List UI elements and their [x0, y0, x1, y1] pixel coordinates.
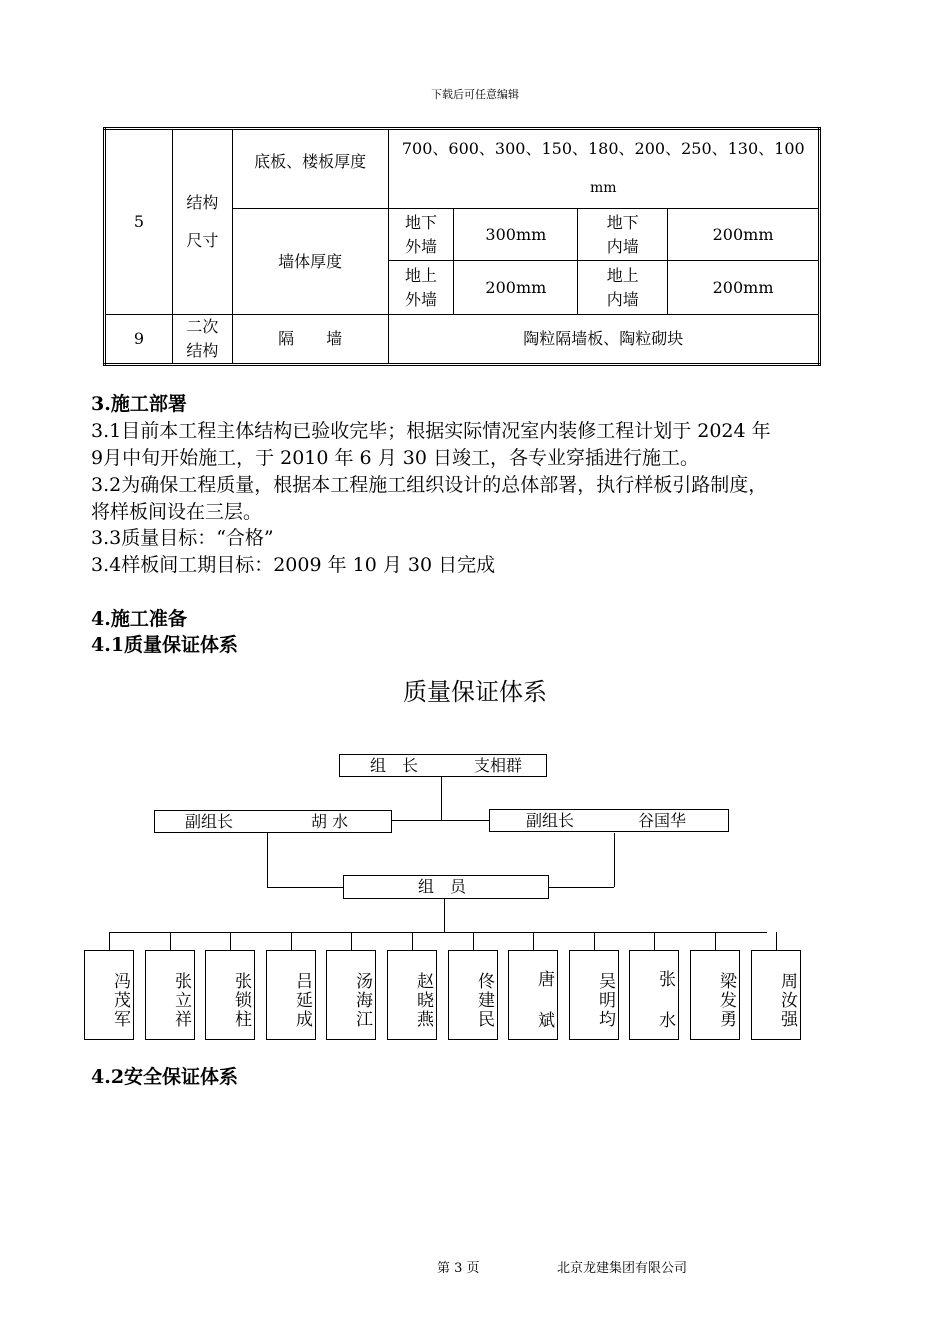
subsection-4-1: 4.1质量保证体系	[91, 634, 239, 656]
category-line1: 结构	[186, 193, 219, 212]
category-line1: 二次	[186, 317, 219, 336]
category-cell	[172, 129, 232, 315]
ag-int-label	[578, 261, 668, 315]
member-box: 佟建民	[448, 950, 498, 1040]
member-box: 汤海江	[326, 950, 376, 1040]
connector-line	[351, 932, 352, 950]
para-3-2-line2: 将样板间设在三层。	[91, 501, 263, 523]
slab-value-line2: mm	[589, 180, 617, 196]
connector-line	[291, 932, 292, 950]
member-box: 吕延成	[266, 950, 316, 1040]
para-3-2-line1: 3.2为确保工程质量，根据本工程施工组织设计的总体部署，执行样板引路制度，	[91, 474, 768, 496]
connector-line	[267, 887, 343, 888]
footer-page: 第 3 页	[437, 1261, 480, 1276]
leader-box	[339, 754, 547, 777]
connector-line	[776, 932, 777, 950]
connector-line	[614, 833, 615, 887]
deputy-name: 谷国华	[638, 811, 687, 830]
connector-line	[594, 932, 595, 950]
ag-ext-l1: 地上	[404, 265, 437, 285]
wall-label: 墙体厚度	[232, 209, 388, 315]
connector-line	[473, 932, 474, 950]
members-label: 组 员	[418, 877, 467, 896]
connector-line	[392, 820, 489, 821]
partition-label: 隔 墙	[232, 315, 388, 365]
para-3-1-line2: 9月中旬开始施工，于 2010 年 6 月 30 日竣工，各专业穿插进行施工。	[91, 447, 699, 469]
row-index: 5	[105, 129, 173, 315]
ug-int-label	[578, 209, 668, 261]
deputy-box	[489, 809, 729, 832]
connector-line	[412, 932, 413, 950]
deputy-role: 副组长	[185, 812, 234, 831]
ug-ext-label	[388, 209, 454, 261]
ug-int-l1: 地下	[606, 212, 639, 232]
slab-value-line1: 700、600、300、150、180、200、250、130、100	[401, 139, 805, 158]
member-box: 周汝强	[751, 950, 801, 1040]
para-3-1-line1: 3.1目前本工程主体结构已验收完毕；根据实际情况室内装修工程计划于 2024 年	[91, 420, 771, 442]
member-box: 梁发勇	[690, 950, 740, 1040]
ag-int-value: 200mm	[668, 261, 820, 315]
slab-label: 底板、楼板厚度	[232, 129, 388, 209]
deputy-box	[154, 810, 392, 833]
connector-line	[170, 932, 171, 950]
connector-line	[654, 932, 655, 950]
ug-int-l2: 内墙	[606, 236, 639, 256]
footer-company: 北京龙建集团有限公司	[557, 1261, 688, 1276]
category-cell	[172, 315, 232, 365]
member-box: 唐 斌	[508, 950, 558, 1040]
leader-name: 支相群	[474, 756, 523, 775]
deputy-role: 副组长	[526, 811, 575, 830]
connector-line	[715, 932, 716, 950]
partition-value: 陶粒隔墙板、陶粒砌块	[388, 315, 819, 365]
ag-ext-l2: 外墙	[404, 289, 437, 309]
structure-spec-table	[103, 127, 821, 366]
para-3-3: 3.3质量目标：“合格”	[91, 527, 274, 549]
connector-line	[533, 932, 534, 950]
connector-line	[441, 777, 442, 820]
member-box: 赵晓燕	[387, 950, 437, 1040]
leader-role: 组 长	[370, 756, 419, 775]
ug-ext-l1: 地下	[404, 212, 437, 232]
ug-ext-l2: 外墙	[404, 236, 437, 256]
connector-line	[109, 932, 767, 933]
para-3-4: 3.4样板间工期目标：2009 年 10 月 30 日完成	[91, 554, 496, 576]
connector-line	[444, 899, 445, 932]
connector-line	[267, 833, 268, 887]
subsection-4-2: 4.2安全保证体系	[91, 1066, 239, 1088]
section4-heading: 4.施工准备	[91, 608, 187, 630]
ag-int-l2: 内墙	[606, 289, 639, 309]
connector-line	[109, 932, 110, 950]
ag-int-l1: 地上	[606, 265, 639, 285]
member-box: 张 水	[629, 950, 679, 1040]
connector-line	[549, 887, 614, 888]
ug-ext-value: 300mm	[454, 209, 578, 261]
ug-int-value: 200mm	[668, 209, 820, 261]
category-line2: 结构	[186, 341, 219, 360]
ag-ext-label	[388, 261, 454, 315]
category-line2: 尺寸	[186, 231, 219, 250]
row-index: 9	[105, 315, 173, 365]
deputy-name: 胡 水	[311, 812, 349, 831]
ag-ext-value: 200mm	[454, 261, 578, 315]
member-box: 吴明均	[569, 950, 619, 1040]
slab-value	[388, 129, 819, 209]
member-box: 张锁柱	[205, 950, 255, 1040]
member-box: 张立祥	[145, 950, 195, 1040]
header-note: 下载后可任意编辑	[431, 88, 519, 101]
connector-line	[230, 932, 231, 950]
member-box: 冯茂军	[84, 950, 134, 1040]
org-chart-title: 质量保证体系	[403, 678, 547, 706]
section3-heading: 3.施工部署	[91, 393, 187, 415]
members-box	[343, 875, 549, 899]
